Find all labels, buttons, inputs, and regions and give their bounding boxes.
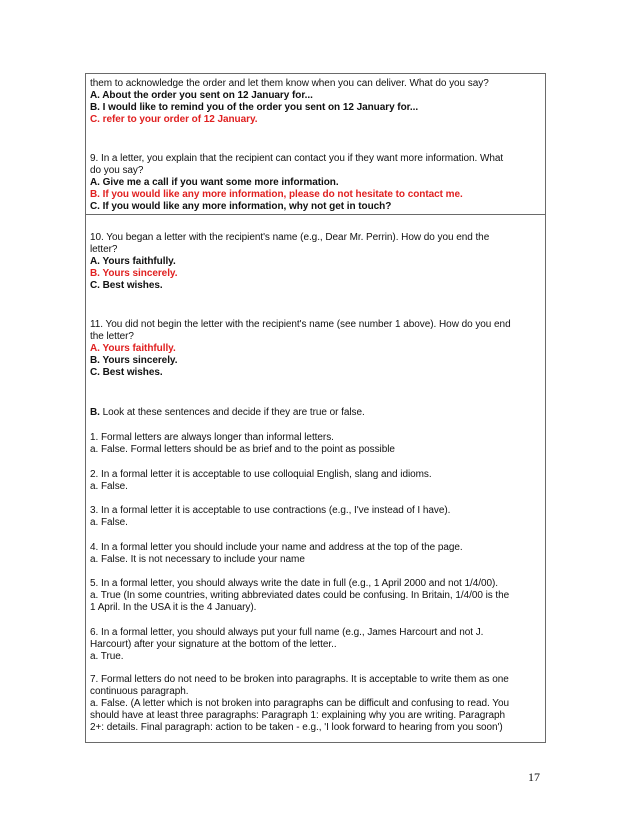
q9-option-c: C. If you would like any more information, why not get in touch? xyxy=(90,201,392,212)
q8-option-b: B. I would like to remind you of the order you sent on 12 January for... xyxy=(90,102,419,113)
q9-text-line-2: do you say? xyxy=(90,165,144,176)
b2-answer: a. False. xyxy=(90,481,128,492)
b5-answer-line-1: a. True (In some countries, writing abbreviated dates could be confusing. In Britain, 1/4/00 is the xyxy=(90,590,510,601)
section-b-instruction xyxy=(90,407,545,419)
q11-option-b: B. Yours sincerely. xyxy=(90,355,178,366)
b3-answer: a. False. xyxy=(90,517,128,528)
q11-option-c: C. Best wishes. xyxy=(90,367,163,378)
section-b-label: B. xyxy=(90,407,100,418)
q10-option-b-correct: B. Yours sincerely. xyxy=(90,268,178,279)
b4-answer: a. False. It is not necessary to include your name xyxy=(90,554,305,565)
q9-text-line-1: 9. In a letter, you explain that the recipient can contact you if they want more information. What xyxy=(90,153,504,164)
q11-text-line-1: 11. You did not begin the letter with the recipient's name (see number 1 above). How do you end xyxy=(90,319,511,330)
divider xyxy=(86,214,545,215)
b7-answer-line-1: a. False. (A letter which is not broken into paragraphs can be difficult and confusing to read. You xyxy=(90,698,510,709)
b4-statement: 4. In a formal letter you should include your name and address at the top of the page. xyxy=(90,542,463,553)
q10-option-a: A. Yours faithfully. xyxy=(90,256,176,267)
b6-answer: a. True. xyxy=(90,651,124,662)
q8-option-a: A. About the order you sent on 12 January for... xyxy=(90,90,313,101)
q11-option-a-correct: A. Yours faithfully. xyxy=(90,343,176,354)
q10-text-line-2: letter? xyxy=(90,244,118,255)
b5-answer-line-2: 1 April. In the USA it is the 4 January). xyxy=(90,602,257,613)
b2-statement: 2. In a formal letter it is acceptable to use colloquial English, slang and idioms. xyxy=(90,469,432,480)
q11-text-line-2: the letter? xyxy=(90,331,134,342)
section-b-instruction-text: Look at these sentences and decide if they are true or false. xyxy=(99,407,365,418)
page-number: 17 xyxy=(528,770,540,784)
b3-statement: 3. In a formal letter it is acceptable to use contractions (e.g., I've instead of I have). xyxy=(90,505,451,516)
q10-text-line-1: 10. You began a letter with the recipient's name (e.g., Dear Mr. Perrin). How do you end the xyxy=(90,232,490,243)
b5-statement: 5. In a formal letter, you should always write the date in full (e.g., 1 April 2000 and not 1/4/00). xyxy=(90,578,499,589)
b1-statement: 1. Formal letters are always longer than informal letters. xyxy=(90,432,334,443)
b6-statement-line-2: Harcourt) after your signature at the bottom of the letter.. xyxy=(90,639,337,650)
q8-text: them to acknowledge the order and let them know when you can deliver. What do you say? xyxy=(90,78,489,89)
b7-answer-line-3: 2+: details. Final paragraph: action to be taken - e.g., 'I look forward to hearing from you soon') xyxy=(90,722,503,733)
b6-statement-line-1: 6. In a formal letter, you should always put your full name (e.g., James Harcourt and not J. xyxy=(90,627,484,638)
b7-answer-line-2: should have at least three paragraphs: Paragraph 1: explaining why you are writing. Paragraph xyxy=(90,710,506,721)
b7-statement-line-2: continuous paragraph. xyxy=(90,686,189,697)
b7-statement-line-1: 7. Formal letters do not need to be broken into paragraphs. It is acceptable to write them as one xyxy=(90,674,509,685)
q10-option-c: C. Best wishes. xyxy=(90,280,163,291)
q8-option-c-correct: C. refer to your order of 12 January. xyxy=(90,114,258,125)
q9-option-a: A. Give me a call if you want some more information. xyxy=(90,177,339,188)
worksheet-box xyxy=(85,73,546,743)
b1-answer: a. False. Formal letters should be as brief and to the point as possible xyxy=(90,444,395,455)
q9-option-b-correct: B. If you would like any more information, please do not hesitate to contact me. xyxy=(90,189,463,200)
